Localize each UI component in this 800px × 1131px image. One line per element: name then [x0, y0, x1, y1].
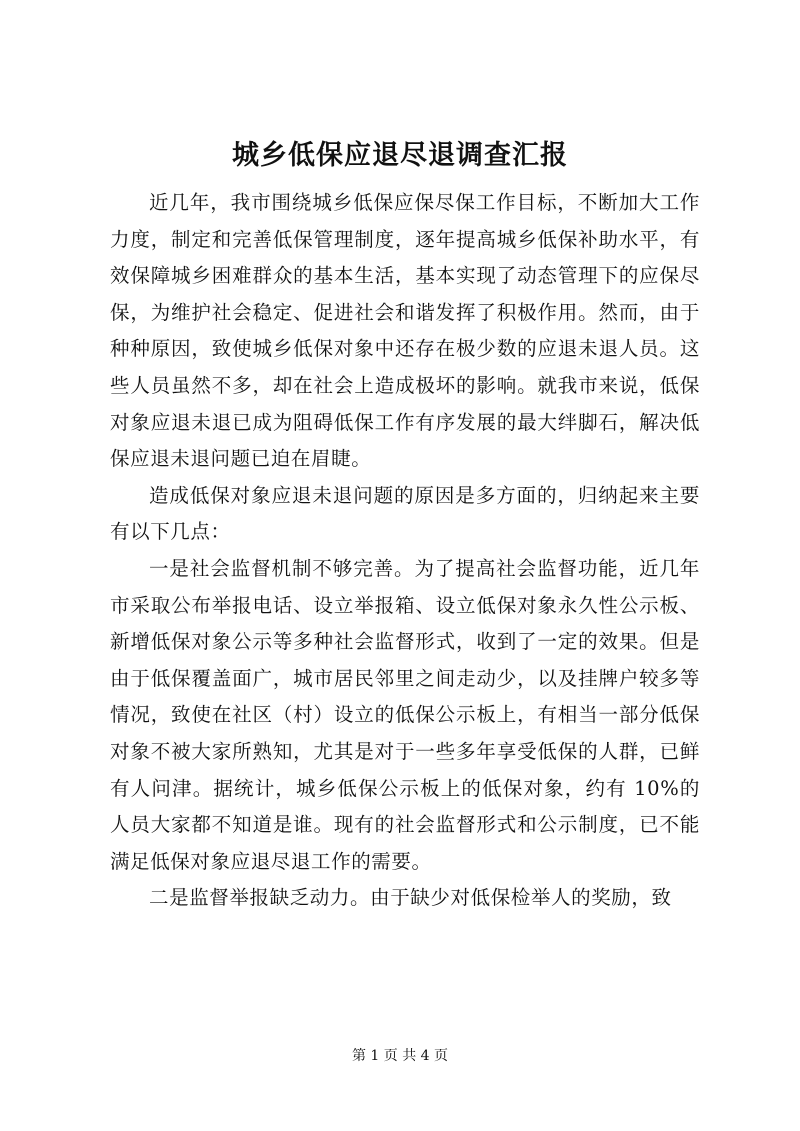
- document-title: 城乡低保应退尽退调查汇报: [232, 140, 568, 171]
- page-footer: 第 1 页 共 4 页: [351, 1048, 449, 1064]
- paragraph-intro: 近几年，我市围绕城乡低保应保尽保工作目标，不断加大工作力度，制定和完善低保管理制度，逐年提高城乡低保补助水平，有效保障城乡困难群众的基本生活，基本实现了动态管理下的应保尽保，为维护社会稳定、促进社会和谐发挥了积极作用。然而，由于种种原因，致使城乡低保对象中还存在极少数的应退未退人员。这些人员虽然不多，却在社会上造成极坏的影响。就我市来说，低保对象应退未退已成为阻碍低保工作有序发展的最大绊脚石，解决低保应退未退问题已迫在眉睫。: [110, 191, 700, 471]
- paragraph-causes-lead: 造成低保对象应退未退问题的原因是多方面的，归纳起来主要有以下几点：: [110, 483, 700, 544]
- document-body: [110, 185, 700, 917]
- paragraph-cause-two: 二是监督举报缺乏动力。由于缺少对低保检举人的奖励，致: [149, 886, 672, 910]
- paragraph-cause-one: 一是社会监督机制不够完善。为了提高社会监督功能，近几年市采取公布举报电话、设立举报箱、设立低保对象永久性公示板、新增低保对象公示等多种社会监督形式，收到了一定的效果。但是由于低保覆盖面广，城市居民邻里之间走动少，以及挂牌户较多等情况，致使在社区（村）设立的低保公示板上，有相当一部分低保对象不被大家所熟知，尤其是对于一些多年享受低保的人群，已鲜有人问津。据统计，城乡低保公示板上的低保对象，约有 10%的人员大家都不知道是谁。现有的社会监督形式和公示制度，已不能满足低保对象应退尽退工作的需要。: [110, 556, 700, 873]
